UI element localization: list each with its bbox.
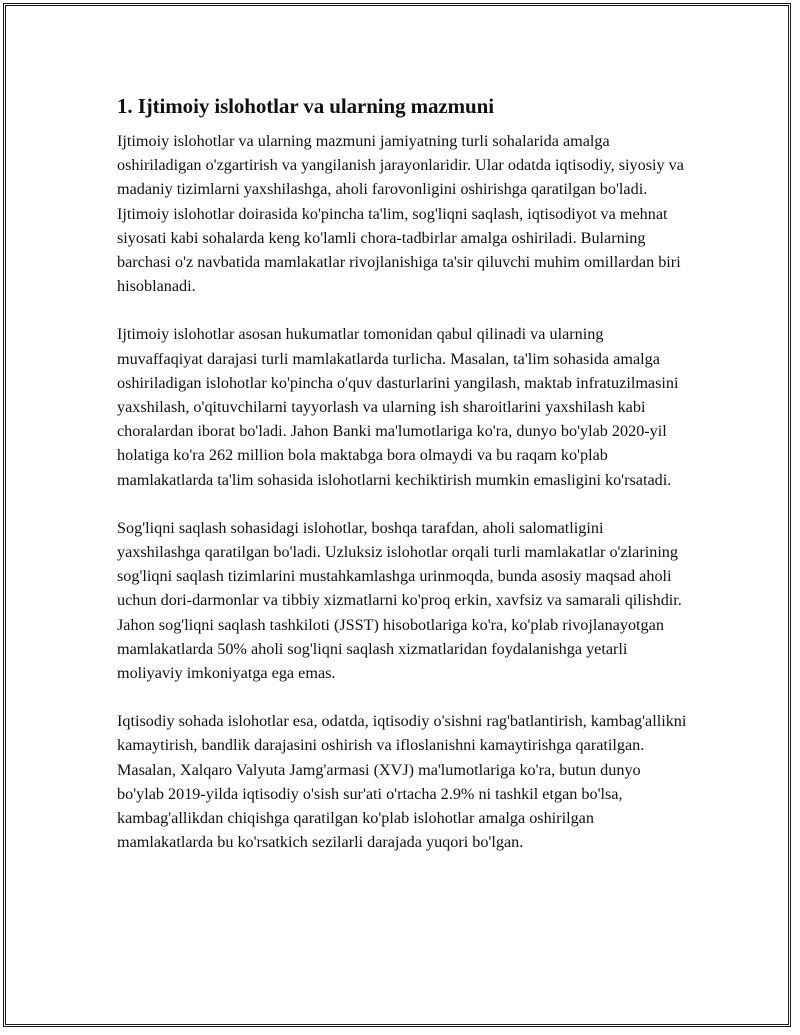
paragraph-intro: Ijtimoiy islohotlar va ularning mazmuni jamiyatning turli sohalarida amalga oshiriladigan o'zgartirish va yangilanish jarayonlaridir. Ular odatda iqtisodiy, siyosiy va madaniy tizimlarni yaxshilashga, aholi farovonligini oshirishga qaratilgan bo'ladi. Ijtimoiy islohotlar doirasida ko'pincha ta'lim, sog'liqni saqlash, iqtisodiyot va mehnat siyosati kabi sohalarda keng ko'lamli chora-tadbirlar amalga oshiriladi. Bularning barchasi o'z navbatida mamlakatlar rivojlanishiga ta'sir qiluvchi muhim omillardan biri hisoblanadi.	[117, 132, 684, 296]
paragraph-health-reforms: Sog'liqni saqlash sohasidagi islohotlar, boshqa tarafdan, aholi salomatligini yaxshilashga qaratilgan bo'ladi. Uzluksiz islohotlar orqali turli mamlakatlar o'zlarining sog'liqni saqlash tizimlarini mustahkamlashga urinmoqda, bunda asosiy maqsad aholi uchun dori-darmonlar va tibbiy xizmatlarni ko'proq erkin, xavfsiz va samarali qilishdir. Jahon sog'liqni saqlash tashkiloti (JSST) hisobotlariga ko'ra, ko'plab rivojlanayotgan mamlakatlarda 50% aholi sog'liqni saqlash xizmatlaridan foydalanishga yetarli moliyaviy imkoniyatga ega emas.	[117, 518, 682, 683]
section-heading: 1. Ijtimoiy islohotlar va ularning mazmuni	[117, 94, 494, 118]
paragraph-economic-reforms: Iqtisodiy sohada islohotlar esa, odatda, iqtisodiy o'sishni rag'batlantirish, kambag'allikni kamaytirish, bandlik darajasini oshirish va ifloslanishni kamaytirishga qaratilgan. Masalan, Xalqaro Valyuta Jamg'armasi (XVJ) ma'lumotlariga ko'ra, butun dunyo bo'ylab 2019-yilda iqtisodiy o'sish sur'ati o'rtacha 2.9% ni tashkil etgan bo'lsa, kambag'allikdan chiqishga qaratilgan ko'plab islohotlar amalga oshirilgan mamlakatlarda bu ko'rsatkich sezilarli darajada yuqori bo'lgan.	[117, 712, 687, 852]
document-body	[117, 92, 687, 854]
paragraph-education-reforms: Ijtimoiy islohotlar asosan hukumatlar tomonidan qabul qilinadi va ularning muvaffaqiyat darajasi turli mamlakatlarda turlicha. Masalan, ta'lim sohasida amalga oshiriladigan islohotlar ko'pincha o'quv dasturlarini yangilash, maktab infratuzilmasini yaxshilash, o'qituvchilarni tayyorlash va ularning ish sharoitlarini yaxshilash kabi choralardan iborat bo'ladi. Jahon Banki ma'lumotlariga ko'ra, dunyo bo'ylab 2020-yil holatiga ko'ra 262 million bola maktabga bora olmaydi va bu raqam ko'plab mamlakatlarda ta'lim sohasida islohotlarni kechiktirish mumkin emasligini ko'rsatadi.	[117, 325, 679, 489]
